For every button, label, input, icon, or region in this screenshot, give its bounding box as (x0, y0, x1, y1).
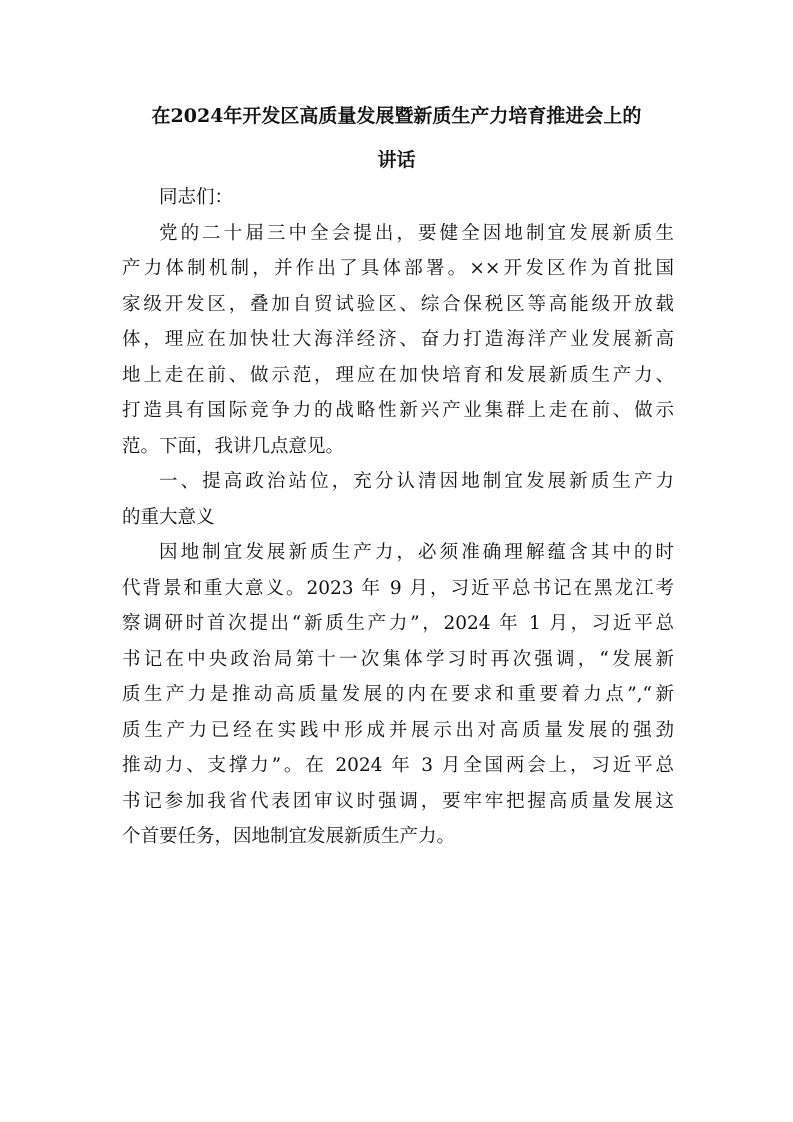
paragraph-1-line: 产力体制机制，并作出了具体部署。××开发区作为首批国 (122, 258, 674, 279)
paragraph-1-line: 体，理应在加快壮大海洋经济、奋力打造海洋产业发展新高 (122, 329, 674, 350)
paragraph-2-line: 质生产力是推动高质量发展的内在要求和重要着力点”,“新 (122, 684, 674, 705)
paragraph-1-line: 地上走在前、做示范，理应在加快培育和发展新质生产力、 (122, 364, 674, 386)
paragraph-2-line: 个首要任务，因地制宜发展新质生产力。 (122, 826, 456, 847)
paragraph-2-line: 书记在中央政治局第十一次集体学习时再次强调，“发展新 (122, 648, 674, 670)
paragraph-2-line: 代背景和重大意义。2023 年 9 月，习近平总书记在黑龙江考 (122, 577, 674, 599)
section-heading-line: 的重大意义 (122, 506, 215, 528)
paragraph-2-line: 推动力、支撑力”。在 2024 年 3 月全国两会上，习近平总 (122, 755, 674, 776)
paragraph-2-line: 因地制宜发展新质生产力，必须准确理解蕴含其中的时 (159, 542, 674, 563)
document-title-line-2: 讲话 (377, 149, 416, 171)
paragraph-1-line: 家级开发区，叠加自贸试验区、综合保税区等高能级开放载 (122, 293, 674, 315)
paragraph-2-line: 质生产力已经在实践中形成并展示出对高质量发展的强劲 (122, 719, 674, 741)
paragraph-2-line: 察调研时首次提出“新质生产力”，2024 年 1 月，习近平总 (122, 613, 674, 634)
document-body (122, 180, 674, 855)
salutation: 同志们： (159, 187, 234, 208)
paragraph-2-line: 书记参加我省代表团审议时强调，要牢牢把握高质量发展这 (122, 790, 674, 812)
paragraph-1-line: 党的二十届三中全会提出，要健全因地制宜发展新质生 (159, 222, 674, 244)
section-heading-line: 一、提高政治站位，充分认清因地制宜发展新质生产力 (159, 471, 674, 492)
paragraph-1-line: 打造具有国际竞争力的战略性新兴产业集群上走在前、做示 (122, 400, 674, 421)
document-title-line-1: 在2024年开发区高质量发展暨新质生产力培育推进会上的 (151, 105, 642, 127)
paragraph-1-line: 范。下面，我讲几点意见。 (122, 435, 345, 457)
